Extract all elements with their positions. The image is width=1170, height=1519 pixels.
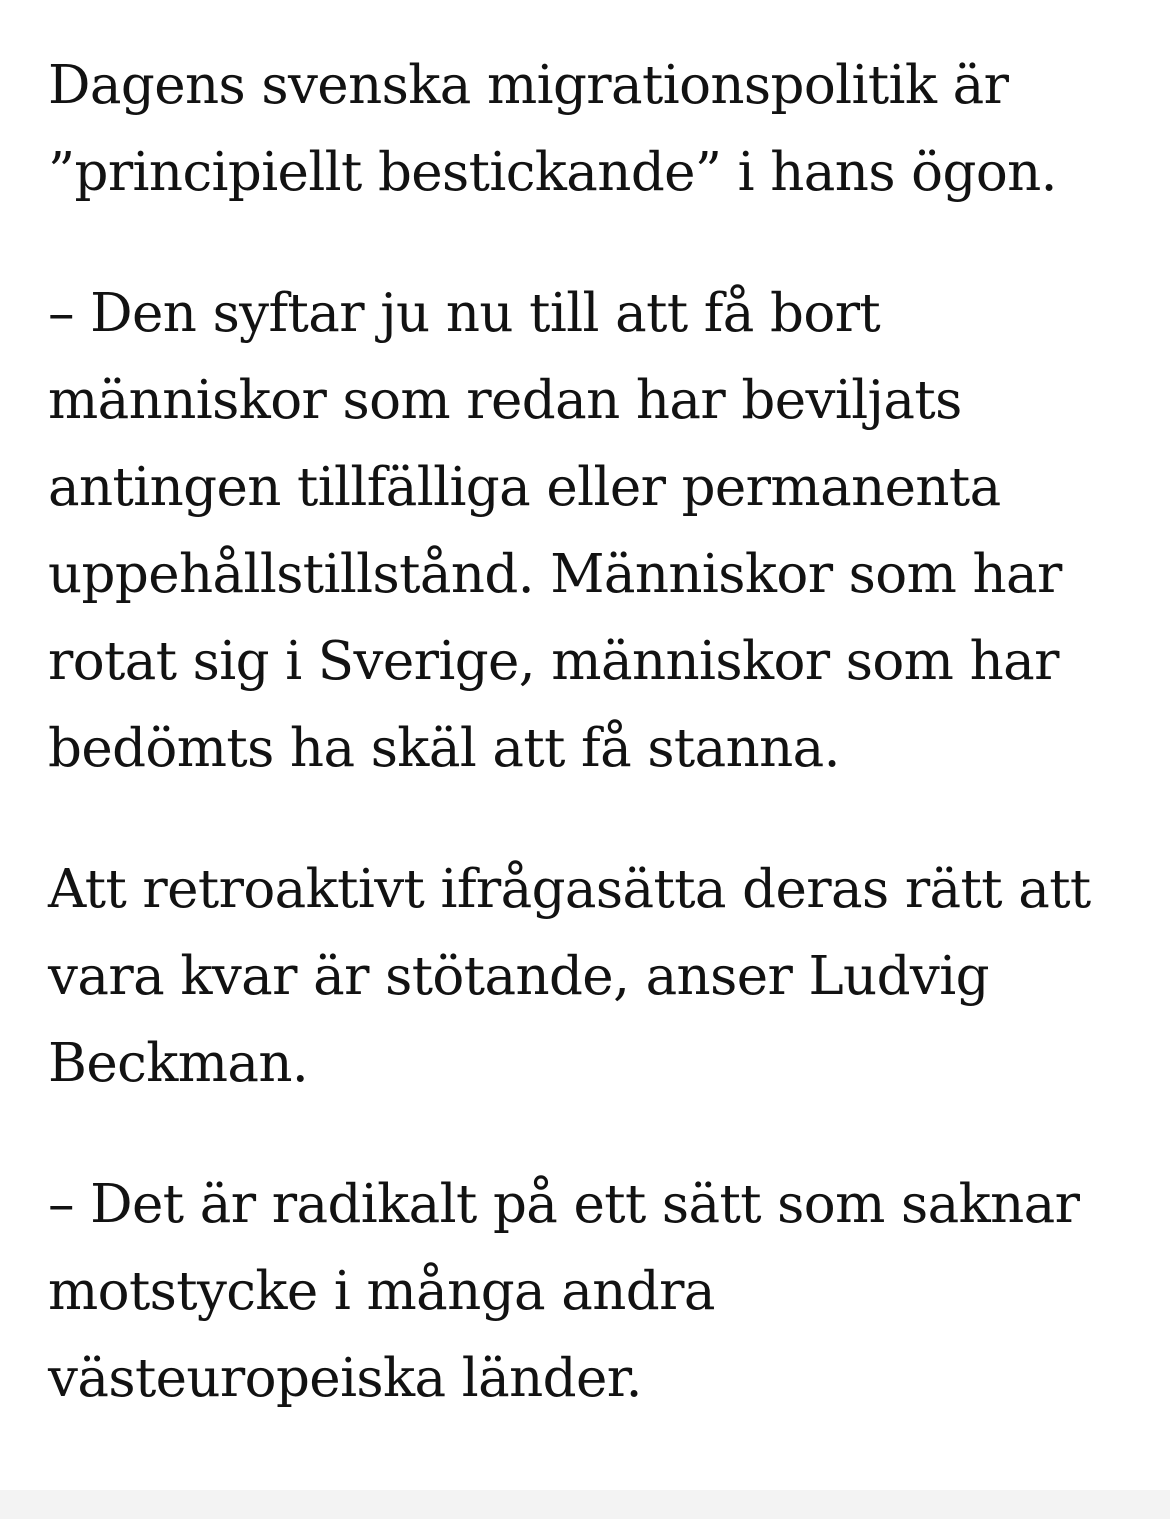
text-line: vara kvar är stötande, anser Ludvig — [48, 946, 989, 1007]
text-line: Att retroaktivt ifrågasätta deras rätt att — [48, 859, 1091, 920]
text-line: bedömts ha skäl att få stanna. — [48, 718, 840, 779]
paragraph-4-quote — [48, 1161, 1138, 1422]
paragraph-1 — [48, 42, 1138, 216]
text-line: Dagens svenska migrationspolitik är — [48, 55, 1009, 116]
text-line: ”principiellt bestickande” i hans ögon. — [48, 142, 1057, 203]
paragraph-2-quote — [48, 270, 1138, 792]
text-line: uppehållstillstånd. Människor som har — [48, 544, 1062, 605]
text-line: – Det är radikalt på ett sätt som saknar — [48, 1174, 1080, 1235]
text-line: västeuropeiska länder. — [48, 1348, 642, 1409]
article-body — [48, 0, 1138, 1490]
text-line: människor som redan har beviljats — [48, 370, 962, 431]
text-line: Beckman. — [48, 1033, 309, 1094]
text-line: antingen tillfälliga eller permanenta — [48, 457, 1001, 518]
text-line: – Den syftar ju nu till att få bort — [48, 283, 881, 344]
text-line: rotat sig i Sverige, människor som har — [48, 631, 1059, 692]
paragraph-3 — [48, 846, 1138, 1107]
text-line: motstycke i många andra — [48, 1261, 715, 1322]
bottom-toolbar-edge — [0, 1490, 1170, 1519]
